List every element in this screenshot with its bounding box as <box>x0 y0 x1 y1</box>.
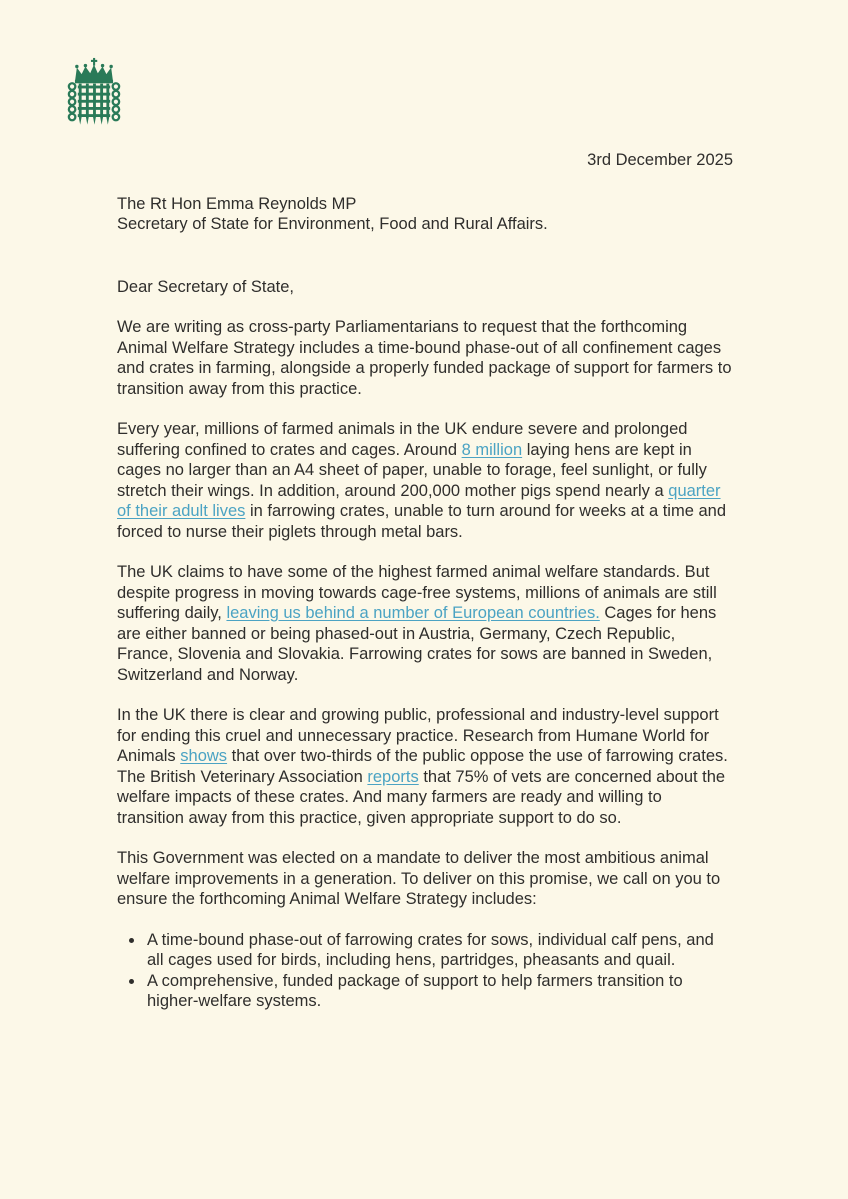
salutation: Dear Secretary of State, <box>117 277 294 296</box>
paragraph-1: We are writing as cross-party Parliamentarians to request that the forthcoming Animal Welfare Strategy includes a time-bound phase-out of all confinement cages and crates in farming, alongside a properly funded package of support for farmers to transition away from this practice. <box>117 318 732 398</box>
recipient-block <box>117 194 733 235</box>
paragraph-4: In the UK there is clear and growing public, professional and industry-level support for ending this cruel and unnecessary practice. Research from Humane World for Animals shows that over two-thirds of the public oppose the use of farrowing crates. The British Veterinary Association reports that 75% of vets are concerned about the welfare impacts of these crates. And many farmers are ready and willing to transition away from this practice, given appropriate support to do so. <box>117 706 728 827</box>
demand-item-2: • A comprehensive, funded package of support to help farmers transition to higher-welfare systems. <box>145 971 733 1012</box>
recipient-name: The Rt Hon Emma Reynolds MP <box>117 194 357 213</box>
portcullis-icon <box>65 57 123 137</box>
link-8-million[interactable]: 8 million <box>461 440 523 459</box>
recipient-title: Secretary of State for Environment, Food and Rural Affairs. <box>117 215 548 233</box>
link-reports[interactable]: reports <box>367 767 419 786</box>
demands-list <box>117 930 733 1012</box>
letter-content <box>117 150 733 1012</box>
paragraph-3: The UK claims to have some of the highest farmed animal welfare standards. But despite progress in moving towards cage-free systems, millions of animals are still suffering daily, leaving us behind a number of European countries. Cages for hens are either banned or being phased-out in Austria, Germany, Czech Republic, France, Slovenia and Slovakia. Farrowing crates for sows are banned in Sweden, Switzerland and Norway. <box>117 563 717 684</box>
uk-parliament-logo <box>0 0 123 137</box>
link-european-countries[interactable]: leaving us behind a number of European countries. <box>226 604 600 622</box>
letter-date: 3rd December 2025 <box>587 151 733 169</box>
paragraph-5: This Government was elected on a mandate to deliver the most ambitious animal welfare improvements in a generation. To deliver on this promise, we call on you to ensure the forthcoming Animal Welfare Strategy includes: <box>117 849 721 908</box>
link-shows[interactable]: shows <box>180 747 228 765</box>
paragraph-2: Every year, millions of farmed animals in the UK endure severe and prolonged suffering confined to crates and cages. Around 8 million laying hens are kept in cages no larger than an A4 sheet of paper, unable to forage, feel sunlight, or fully stretch their wings. In addition, around 200,000 mother pigs spend nearly a quarter of their adult lives in farrowing crates, unable to turn around for weeks at a time and forced to nurse their piglets through metal bars. <box>117 420 727 541</box>
letter-body <box>117 317 733 910</box>
demand-item-1: • A time-bound phase-out of farrowing crates for sows, individual calf pens, and all cages used for birds, including hens, partridges, pheasants and quail. <box>145 930 733 971</box>
link-quarter-of-their-adult-lives[interactable]: quarter of their adult lives <box>117 481 721 520</box>
